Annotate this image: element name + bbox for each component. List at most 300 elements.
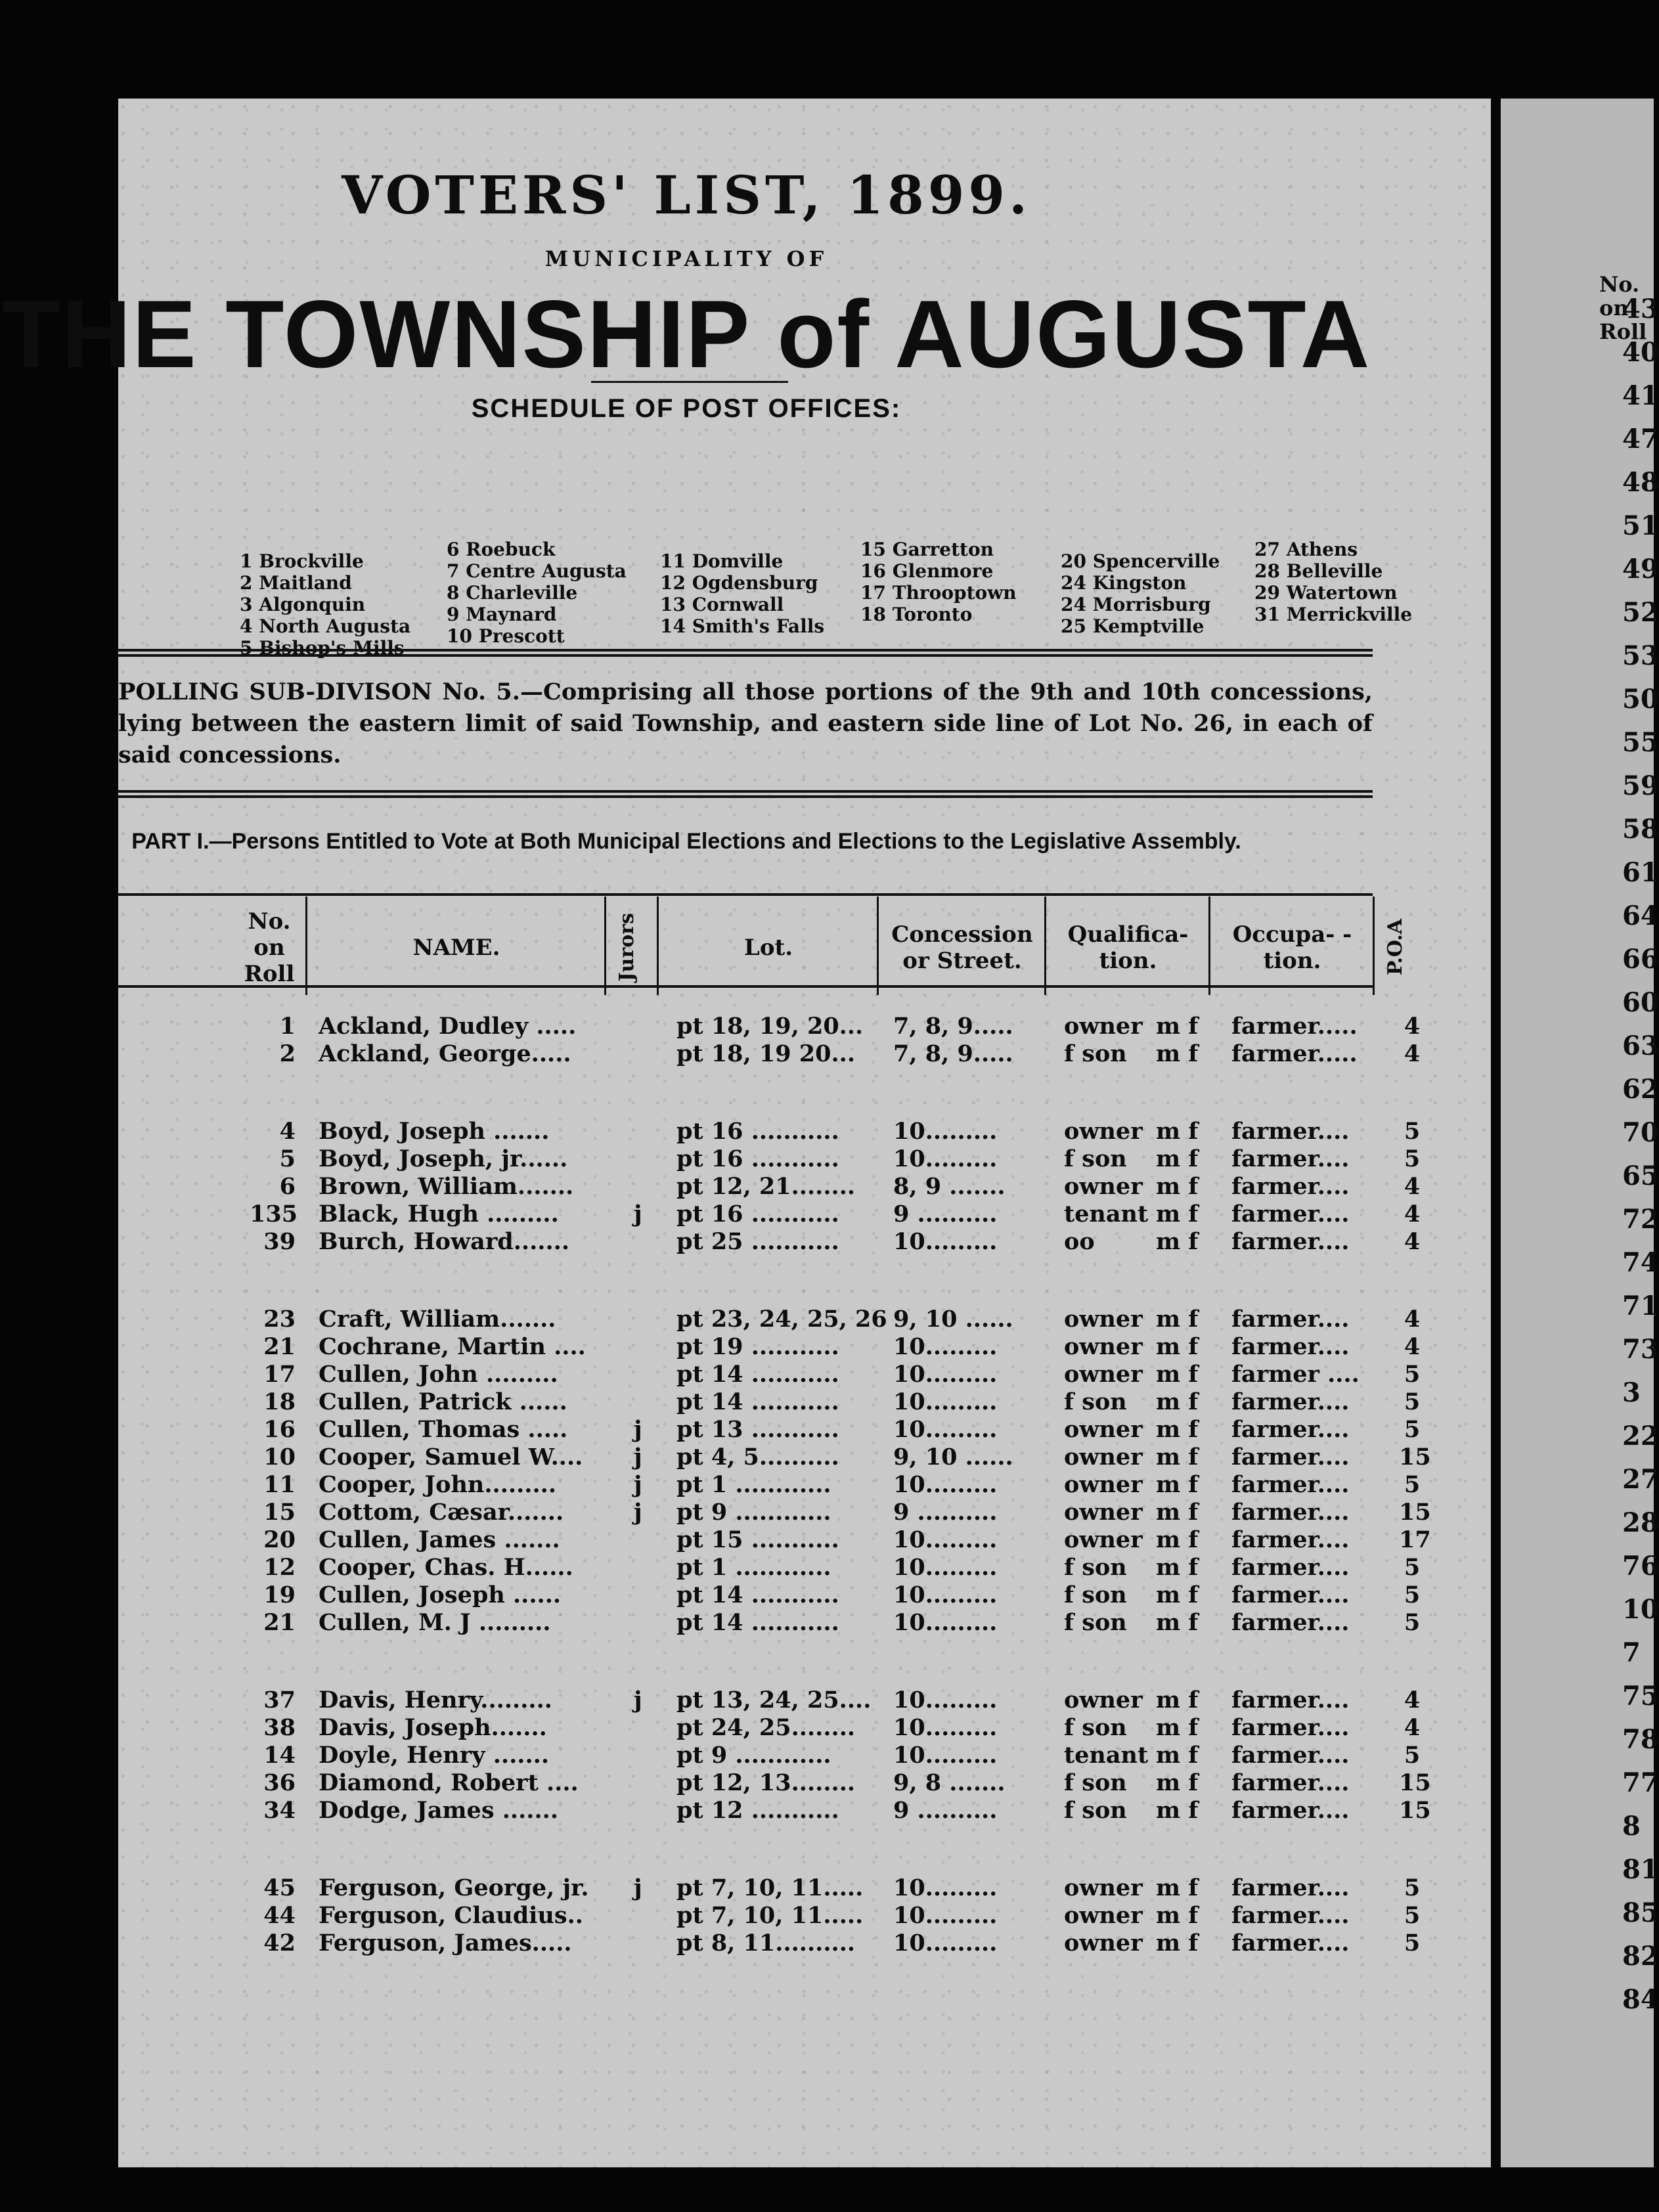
- post-office-number: 15: [1399, 1499, 1431, 1526]
- voter-name: Cullen, Joseph ......: [319, 1582, 562, 1608]
- concession: 10.........: [893, 1388, 998, 1415]
- lot: pt 25 ...........: [676, 1228, 839, 1255]
- juror-mark: j: [634, 1416, 642, 1443]
- table-row: [118, 1769, 1491, 1796]
- roll-number: 45: [263, 1874, 296, 1901]
- lot: pt 16 ...........: [676, 1145, 839, 1172]
- table-row: [118, 1471, 1491, 1497]
- divider: [591, 381, 788, 383]
- adjacent-roll-number: 63: [1622, 1030, 1659, 1061]
- table-row: [118, 1609, 1491, 1635]
- occupation: farmer....: [1231, 1902, 1350, 1929]
- table-row: [118, 1013, 1491, 1039]
- roll-number: 37: [263, 1687, 296, 1714]
- voter-name: Davis, Joseph.......: [319, 1714, 547, 1741]
- occupation: farmer....: [1231, 1333, 1350, 1360]
- occupation: farmer....: [1231, 1769, 1350, 1796]
- post-office-number: 17: [1399, 1526, 1431, 1553]
- juror-mark: j: [634, 1687, 642, 1714]
- roll-number: 38: [263, 1714, 296, 1741]
- table-row: [118, 1118, 1491, 1144]
- qualification: f son: [1064, 1769, 1127, 1796]
- roll-number: 42: [263, 1930, 296, 1957]
- col-header-concession: Concession or Street.: [891, 921, 1033, 974]
- voter-name: Dodge, James .......: [319, 1797, 559, 1824]
- table-row: [118, 1902, 1491, 1928]
- table-row: [118, 1526, 1491, 1553]
- post-office-number: 4: [1404, 1173, 1421, 1200]
- qualification: f son: [1064, 1145, 1127, 1172]
- sex-franchise: m f: [1156, 1306, 1199, 1333]
- qualification: f son: [1064, 1714, 1127, 1741]
- concession: 10.........: [893, 1714, 998, 1741]
- concession: 10.........: [893, 1526, 998, 1553]
- voter-name: Black, Hugh .........: [319, 1201, 559, 1228]
- concession: 7, 8, 9.....: [893, 1013, 1013, 1040]
- adjacent-roll-number: 28: [1622, 1507, 1659, 1538]
- table-top-rule: [118, 893, 1373, 896]
- concession: 7, 8, 9.....: [893, 1040, 1013, 1067]
- roll-number: 44: [263, 1902, 296, 1929]
- post-office-entry: 16 Glenmore: [860, 560, 994, 582]
- qualification: owner: [1064, 1333, 1143, 1360]
- post-office-number: 5: [1404, 1361, 1421, 1388]
- table-row: [118, 1742, 1491, 1768]
- table-row: [118, 1333, 1491, 1360]
- qualification: f son: [1064, 1388, 1127, 1415]
- qualification: tenant: [1064, 1742, 1149, 1769]
- juror-mark: j: [634, 1471, 642, 1498]
- table-row: [118, 1554, 1491, 1580]
- voter-name: Cullen, M. J .........: [319, 1609, 551, 1636]
- sex-franchise: m f: [1156, 1769, 1199, 1796]
- lot: pt 16 ...........: [676, 1201, 839, 1228]
- qualification: owner: [1064, 1930, 1143, 1957]
- roll-number: 19: [263, 1582, 296, 1608]
- voter-name: Brown, William.......: [319, 1173, 574, 1200]
- roll-number: 12: [263, 1554, 296, 1581]
- table-row: [118, 1145, 1491, 1172]
- post-office-number: 5: [1404, 1471, 1421, 1498]
- post-office-number: 5: [1404, 1582, 1421, 1608]
- qualification: owner: [1064, 1416, 1143, 1443]
- qualification: owner: [1064, 1874, 1143, 1901]
- qualification: owner: [1064, 1687, 1143, 1714]
- col-header-name: NAME.: [412, 934, 500, 961]
- post-office-number: 5: [1404, 1902, 1421, 1929]
- qualification: owner: [1064, 1118, 1143, 1145]
- concession: 10.........: [893, 1874, 998, 1901]
- roll-number: 135: [250, 1201, 298, 1228]
- col-header-lot: Lot.: [743, 934, 793, 961]
- lot: pt 7, 10, 11.....: [676, 1874, 864, 1901]
- roll-number: 11: [263, 1471, 296, 1498]
- post-office-entry: 3 Algonquin: [240, 594, 366, 615]
- post-office-column: [660, 550, 824, 637]
- occupation: farmer....: [1231, 1228, 1350, 1255]
- post-office-number: 15: [1399, 1797, 1431, 1824]
- adjacent-roll-number: 49: [1622, 554, 1659, 585]
- occupation: farmer....: [1231, 1388, 1350, 1415]
- voter-name: Craft, William.......: [319, 1306, 556, 1333]
- qualification: owner: [1064, 1173, 1143, 1200]
- qualification: f son: [1064, 1797, 1127, 1824]
- adjacent-roll-number: 77: [1622, 1767, 1659, 1798]
- post-office-entry: 27 Athens: [1254, 539, 1358, 560]
- voter-name: Cullen, Thomas .....: [319, 1416, 568, 1443]
- post-office-entry: 7 Centre Augusta: [447, 560, 627, 582]
- voter-name: Ferguson, Claudius..: [319, 1902, 583, 1929]
- post-office-entry: 28 Belleville: [1254, 560, 1383, 582]
- voter-name: Ferguson, James.....: [319, 1930, 572, 1957]
- post-office-column: [447, 539, 627, 647]
- adjacent-page-header: No. on Roll: [1599, 272, 1647, 344]
- sex-franchise: m f: [1156, 1201, 1199, 1228]
- adjacent-roll-number: 73: [1622, 1334, 1659, 1365]
- post-office-number: 5: [1404, 1930, 1421, 1957]
- post-office-entry: 18 Toronto: [860, 604, 973, 625]
- lot: pt 4, 5..........: [676, 1444, 839, 1471]
- occupation: farmer....: [1231, 1526, 1350, 1553]
- sex-franchise: m f: [1156, 1930, 1199, 1957]
- concession: 10.........: [893, 1582, 998, 1608]
- occupation: farmer....: [1231, 1609, 1350, 1636]
- occupation: farmer ....: [1231, 1361, 1360, 1388]
- juror-mark: j: [634, 1201, 642, 1228]
- concession: 10.........: [893, 1930, 998, 1957]
- col-header-jurors: Jurors: [615, 913, 638, 982]
- adjacent-roll-number: 72: [1622, 1204, 1659, 1235]
- lot: pt 7, 10, 11.....: [676, 1902, 864, 1929]
- voter-name: Doyle, Henry .......: [319, 1742, 550, 1769]
- adjacent-roll-number: 47: [1622, 424, 1659, 454]
- occupation: farmer....: [1231, 1201, 1350, 1228]
- adjacent-roll-number: 8: [1622, 1811, 1641, 1842]
- occupation: farmer....: [1231, 1930, 1350, 1957]
- col-header-qualification: Qualifica- tion.: [1067, 921, 1189, 974]
- concession: 10.........: [893, 1554, 998, 1581]
- polling-subdivision-description: POLLING SUB-DIVISON No. 5.—Comprising all those portions of the 9th and 10th concessions, lying between the eastern limit of said Township, and eastern side line of Lot No. 26, in each of said concessions.: [118, 678, 1373, 768]
- post-office-entry: 31 Merrickville: [1254, 604, 1413, 625]
- concession: 9 ..........: [893, 1797, 998, 1824]
- roll-number: 34: [263, 1797, 296, 1824]
- lot: pt 23, 24, 25, 26: [676, 1306, 887, 1333]
- divider: [118, 649, 1373, 652]
- occupation: farmer.....: [1231, 1013, 1358, 1040]
- voter-name: Cullen, John .........: [319, 1361, 558, 1388]
- post-office-entry: 1 Brockville: [240, 550, 364, 572]
- post-office-entry: 14 Smith's Falls: [660, 615, 825, 637]
- roll-number: 6: [279, 1173, 296, 1200]
- occupation: farmer....: [1231, 1687, 1350, 1714]
- sex-franchise: m f: [1156, 1145, 1199, 1172]
- adjacent-roll-number: 22: [1622, 1421, 1659, 1451]
- voter-name: Cooper, Samuel W....: [319, 1444, 583, 1471]
- concession: 9, 10 ......: [893, 1306, 1013, 1333]
- post-office-number: 5: [1404, 1145, 1421, 1172]
- lot: pt 9 ............: [676, 1742, 831, 1769]
- sex-franchise: m f: [1156, 1173, 1199, 1200]
- concession: 10.........: [893, 1902, 998, 1929]
- lot: pt 14 ...........: [676, 1609, 839, 1636]
- roll-number: 2: [279, 1040, 296, 1067]
- post-office-number: 4: [1404, 1201, 1421, 1228]
- adjacent-roll-number: 40: [1622, 337, 1659, 368]
- post-office-entry: 5 Bishop's Mills: [240, 637, 405, 659]
- adjacent-roll-number: 84: [1622, 1984, 1659, 2015]
- adjacent-roll-number: 76: [1622, 1551, 1659, 1582]
- lot: pt 19 ...........: [676, 1333, 839, 1360]
- concession: 10.........: [893, 1742, 998, 1769]
- table-row: [118, 1444, 1491, 1470]
- roll-number: 36: [263, 1769, 296, 1796]
- roll-number: 20: [263, 1526, 296, 1553]
- roll-number: 1: [279, 1013, 296, 1040]
- col-divider: [604, 896, 606, 995]
- adjacent-roll-number: 55: [1622, 727, 1659, 758]
- qualification: owner: [1064, 1013, 1143, 1040]
- adjacent-roll-number: 48: [1622, 467, 1659, 498]
- roll-number: 10: [263, 1444, 296, 1471]
- roll-number: 4: [279, 1118, 296, 1145]
- post-office-entry: 10 Prescott: [447, 625, 565, 647]
- divider: [118, 790, 1373, 793]
- voter-name: Boyd, Joseph, jr......: [319, 1145, 568, 1172]
- voter-name: Ackland, George.....: [319, 1040, 571, 1067]
- qualification: owner: [1064, 1526, 1143, 1553]
- table-row: [118, 1201, 1491, 1227]
- adjacent-roll-number: 74: [1622, 1247, 1659, 1278]
- sex-franchise: m f: [1156, 1471, 1199, 1498]
- occupation: farmer....: [1231, 1742, 1350, 1769]
- lot: pt 24, 25........: [676, 1714, 856, 1741]
- voter-name: Boyd, Joseph .......: [319, 1118, 550, 1145]
- adjacent-roll-number: 78: [1622, 1724, 1659, 1755]
- adjacent-roll-number: 10: [1622, 1594, 1659, 1625]
- concession: 8, 9 .......: [893, 1173, 1006, 1200]
- voter-name: Ackland, Dudley .....: [319, 1013, 577, 1040]
- post-office-number: 4: [1404, 1687, 1421, 1714]
- qualification: owner: [1064, 1471, 1143, 1498]
- occupation: farmer....: [1231, 1416, 1350, 1443]
- voter-name: Cottom, Cæsar.......: [319, 1499, 564, 1526]
- post-office-entry: 8 Charleville: [447, 582, 578, 604]
- occupation: farmer....: [1231, 1145, 1350, 1172]
- schedule-heading: SCHEDULE OF POST OFFICES:: [471, 394, 902, 423]
- sex-franchise: m f: [1156, 1902, 1199, 1929]
- occupation: farmer....: [1231, 1118, 1350, 1145]
- adjacent-roll-number: 51: [1622, 510, 1659, 541]
- document-title: VOTERS' LIST, 1899.: [342, 164, 1031, 226]
- sex-franchise: m f: [1156, 1416, 1199, 1443]
- roll-number: 18: [263, 1388, 296, 1415]
- concession: 9, 8 .......: [893, 1769, 1006, 1796]
- concession: 10.........: [893, 1145, 998, 1172]
- juror-mark: j: [634, 1874, 642, 1901]
- roll-number: 21: [263, 1333, 296, 1360]
- roll-number: 5: [279, 1145, 296, 1172]
- table-row: [118, 1797, 1491, 1823]
- voter-name: Burch, Howard.......: [319, 1228, 570, 1255]
- col-divider: [657, 896, 659, 995]
- qualification: f son: [1064, 1554, 1127, 1581]
- juror-mark: j: [634, 1499, 642, 1526]
- occupation: farmer....: [1231, 1582, 1350, 1608]
- voter-name: Ferguson, George, jr.: [319, 1874, 589, 1901]
- col-divider: [1208, 896, 1210, 995]
- township-heading: THE TOWNSHIP of AUGUSTA: [1, 280, 1371, 387]
- occupation: farmer....: [1231, 1471, 1350, 1498]
- roll-number: 21: [263, 1609, 296, 1636]
- lot: pt 12, 13........: [676, 1769, 856, 1796]
- col-divider: [1044, 896, 1046, 995]
- qualification: owner: [1064, 1361, 1143, 1388]
- sex-franchise: m f: [1156, 1228, 1199, 1255]
- adjacent-roll-number: 64: [1622, 900, 1659, 931]
- lot: pt 18, 19 20...: [676, 1040, 856, 1067]
- post-office-number: 4: [1404, 1306, 1421, 1333]
- concession: 10.........: [893, 1361, 998, 1388]
- sex-franchise: m f: [1156, 1499, 1199, 1526]
- post-office-number: 15: [1399, 1769, 1431, 1796]
- sex-franchise: m f: [1156, 1582, 1199, 1608]
- post-office-number: 15: [1399, 1444, 1431, 1471]
- adjacent-roll-number: 71: [1622, 1291, 1659, 1321]
- adjacent-roll-number: 3: [1622, 1377, 1641, 1408]
- col-header-poa: P.O.A: [1384, 919, 1407, 976]
- table-row: [118, 1687, 1491, 1713]
- post-office-number: 5: [1404, 1554, 1421, 1581]
- sex-franchise: m f: [1156, 1714, 1199, 1741]
- occupation: farmer....: [1231, 1554, 1350, 1581]
- adjacent-roll-number: 7: [1622, 1637, 1641, 1668]
- post-office-entry: 20 Spencerville: [1061, 550, 1220, 572]
- voter-name: Davis, Henry.........: [319, 1687, 552, 1714]
- concession: 10.........: [893, 1416, 998, 1443]
- adjacent-roll-number: 58: [1622, 814, 1659, 845]
- voter-name: Cullen, James .......: [319, 1526, 560, 1553]
- voter-name: Cullen, Patrick ......: [319, 1388, 567, 1415]
- adjacent-roll-number: 65: [1622, 1161, 1659, 1191]
- qualification: f son: [1064, 1040, 1127, 1067]
- qualification: f son: [1064, 1582, 1127, 1608]
- adjacent-roll-number: 50: [1622, 684, 1659, 715]
- table-row: [118, 1499, 1491, 1525]
- post-office-number: 4: [1404, 1040, 1421, 1067]
- adjacent-roll-number: 53: [1622, 640, 1659, 671]
- post-office-entry: 13 Cornwall: [660, 594, 784, 615]
- voter-name: Cooper, John.........: [319, 1471, 557, 1498]
- table-row: [118, 1416, 1491, 1442]
- col-divider: [305, 896, 307, 995]
- concession: 10.........: [893, 1118, 998, 1145]
- occupation: farmer....: [1231, 1444, 1350, 1471]
- table-row: [118, 1228, 1491, 1254]
- occupation: farmer....: [1231, 1874, 1350, 1901]
- occupation: farmer....: [1231, 1714, 1350, 1741]
- adjacent-roll-number: 62: [1622, 1074, 1659, 1105]
- adjacent-roll-number: 75: [1622, 1681, 1659, 1712]
- part-heading: PART I.—Persons Entitled to Vote at Both Municipal Elections and Elections to the Legislative Assembly.: [131, 829, 1241, 854]
- post-office-number: 4: [1404, 1714, 1421, 1741]
- post-office-column: [240, 550, 410, 659]
- roll-number: 23: [263, 1306, 296, 1333]
- table-row: [118, 1040, 1491, 1067]
- sex-franchise: m f: [1156, 1526, 1199, 1553]
- post-office-entry: 24 Morrisburg: [1061, 594, 1211, 615]
- roll-number: 39: [263, 1228, 296, 1255]
- table-row: [118, 1388, 1491, 1415]
- qualification: owner: [1064, 1306, 1143, 1333]
- qualification: oo: [1064, 1228, 1095, 1255]
- adjacent-page: [1501, 99, 1659, 2167]
- post-office-entry: 24 Kingston: [1061, 572, 1187, 594]
- roll-number: 15: [263, 1499, 296, 1526]
- concession: 10.........: [893, 1609, 998, 1636]
- occupation: farmer....: [1231, 1173, 1350, 1200]
- table-row: [118, 1582, 1491, 1608]
- post-office-number: 5: [1404, 1742, 1421, 1769]
- post-office-entry: 9 Maynard: [447, 604, 557, 625]
- municipality-label: MUNICIPALITY OF: [544, 246, 828, 271]
- post-office-number: 4: [1404, 1333, 1421, 1360]
- post-office-entry: 4 North Augusta: [240, 615, 411, 637]
- concession: 9 ..........: [893, 1499, 998, 1526]
- occupation: farmer....: [1231, 1306, 1350, 1333]
- roll-number: 16: [263, 1416, 296, 1443]
- lot: pt 13 ...........: [676, 1416, 839, 1443]
- qualification: owner: [1064, 1902, 1143, 1929]
- lot: pt 14 ...........: [676, 1582, 839, 1608]
- concession: 10.........: [893, 1471, 998, 1498]
- lot: pt 14 ...........: [676, 1361, 839, 1388]
- voter-name: Cochrane, Martin ....: [319, 1333, 586, 1360]
- sex-franchise: m f: [1156, 1040, 1199, 1067]
- roll-number: 17: [263, 1361, 296, 1388]
- lot: pt 1 ............: [676, 1471, 831, 1498]
- concession: 10.........: [893, 1228, 998, 1255]
- post-office-number: 5: [1404, 1416, 1421, 1443]
- adjacent-roll-number: 60: [1622, 987, 1659, 1018]
- post-office-entry: 2 Maitland: [240, 572, 352, 594]
- lot: pt 1 ............: [676, 1554, 831, 1581]
- sex-franchise: m f: [1156, 1797, 1199, 1824]
- sex-franchise: m f: [1156, 1444, 1199, 1471]
- adjacent-roll-number: 59: [1622, 770, 1659, 801]
- sex-franchise: m f: [1156, 1554, 1199, 1581]
- lot: pt 14 ...........: [676, 1388, 839, 1415]
- col-header-no: No. on Roll: [244, 908, 295, 987]
- lot: pt 12, 21........: [676, 1173, 856, 1200]
- table-row: [118, 1714, 1491, 1740]
- post-office-number: 5: [1404, 1609, 1421, 1636]
- lot: pt 16 ...........: [676, 1118, 839, 1145]
- post-office-column: [1061, 550, 1220, 637]
- adjacent-roll-number: 82: [1622, 1941, 1659, 1972]
- post-office-entry: 25 Kemptville: [1061, 615, 1205, 637]
- occupation: farmer....: [1231, 1797, 1350, 1824]
- lot: pt 18, 19, 20...: [676, 1013, 864, 1040]
- post-office-entry: 12 Ogdensburg: [660, 572, 818, 594]
- concession: 9 ..........: [893, 1201, 998, 1228]
- sex-franchise: m f: [1156, 1118, 1199, 1145]
- adjacent-roll-number: 81: [1622, 1854, 1659, 1885]
- post-office-entry: 29 Watertown: [1254, 582, 1398, 604]
- qualification: tenant: [1064, 1201, 1149, 1228]
- adjacent-roll-number: 85: [1622, 1897, 1659, 1928]
- post-office-column: [860, 539, 1017, 625]
- sex-franchise: m f: [1156, 1609, 1199, 1636]
